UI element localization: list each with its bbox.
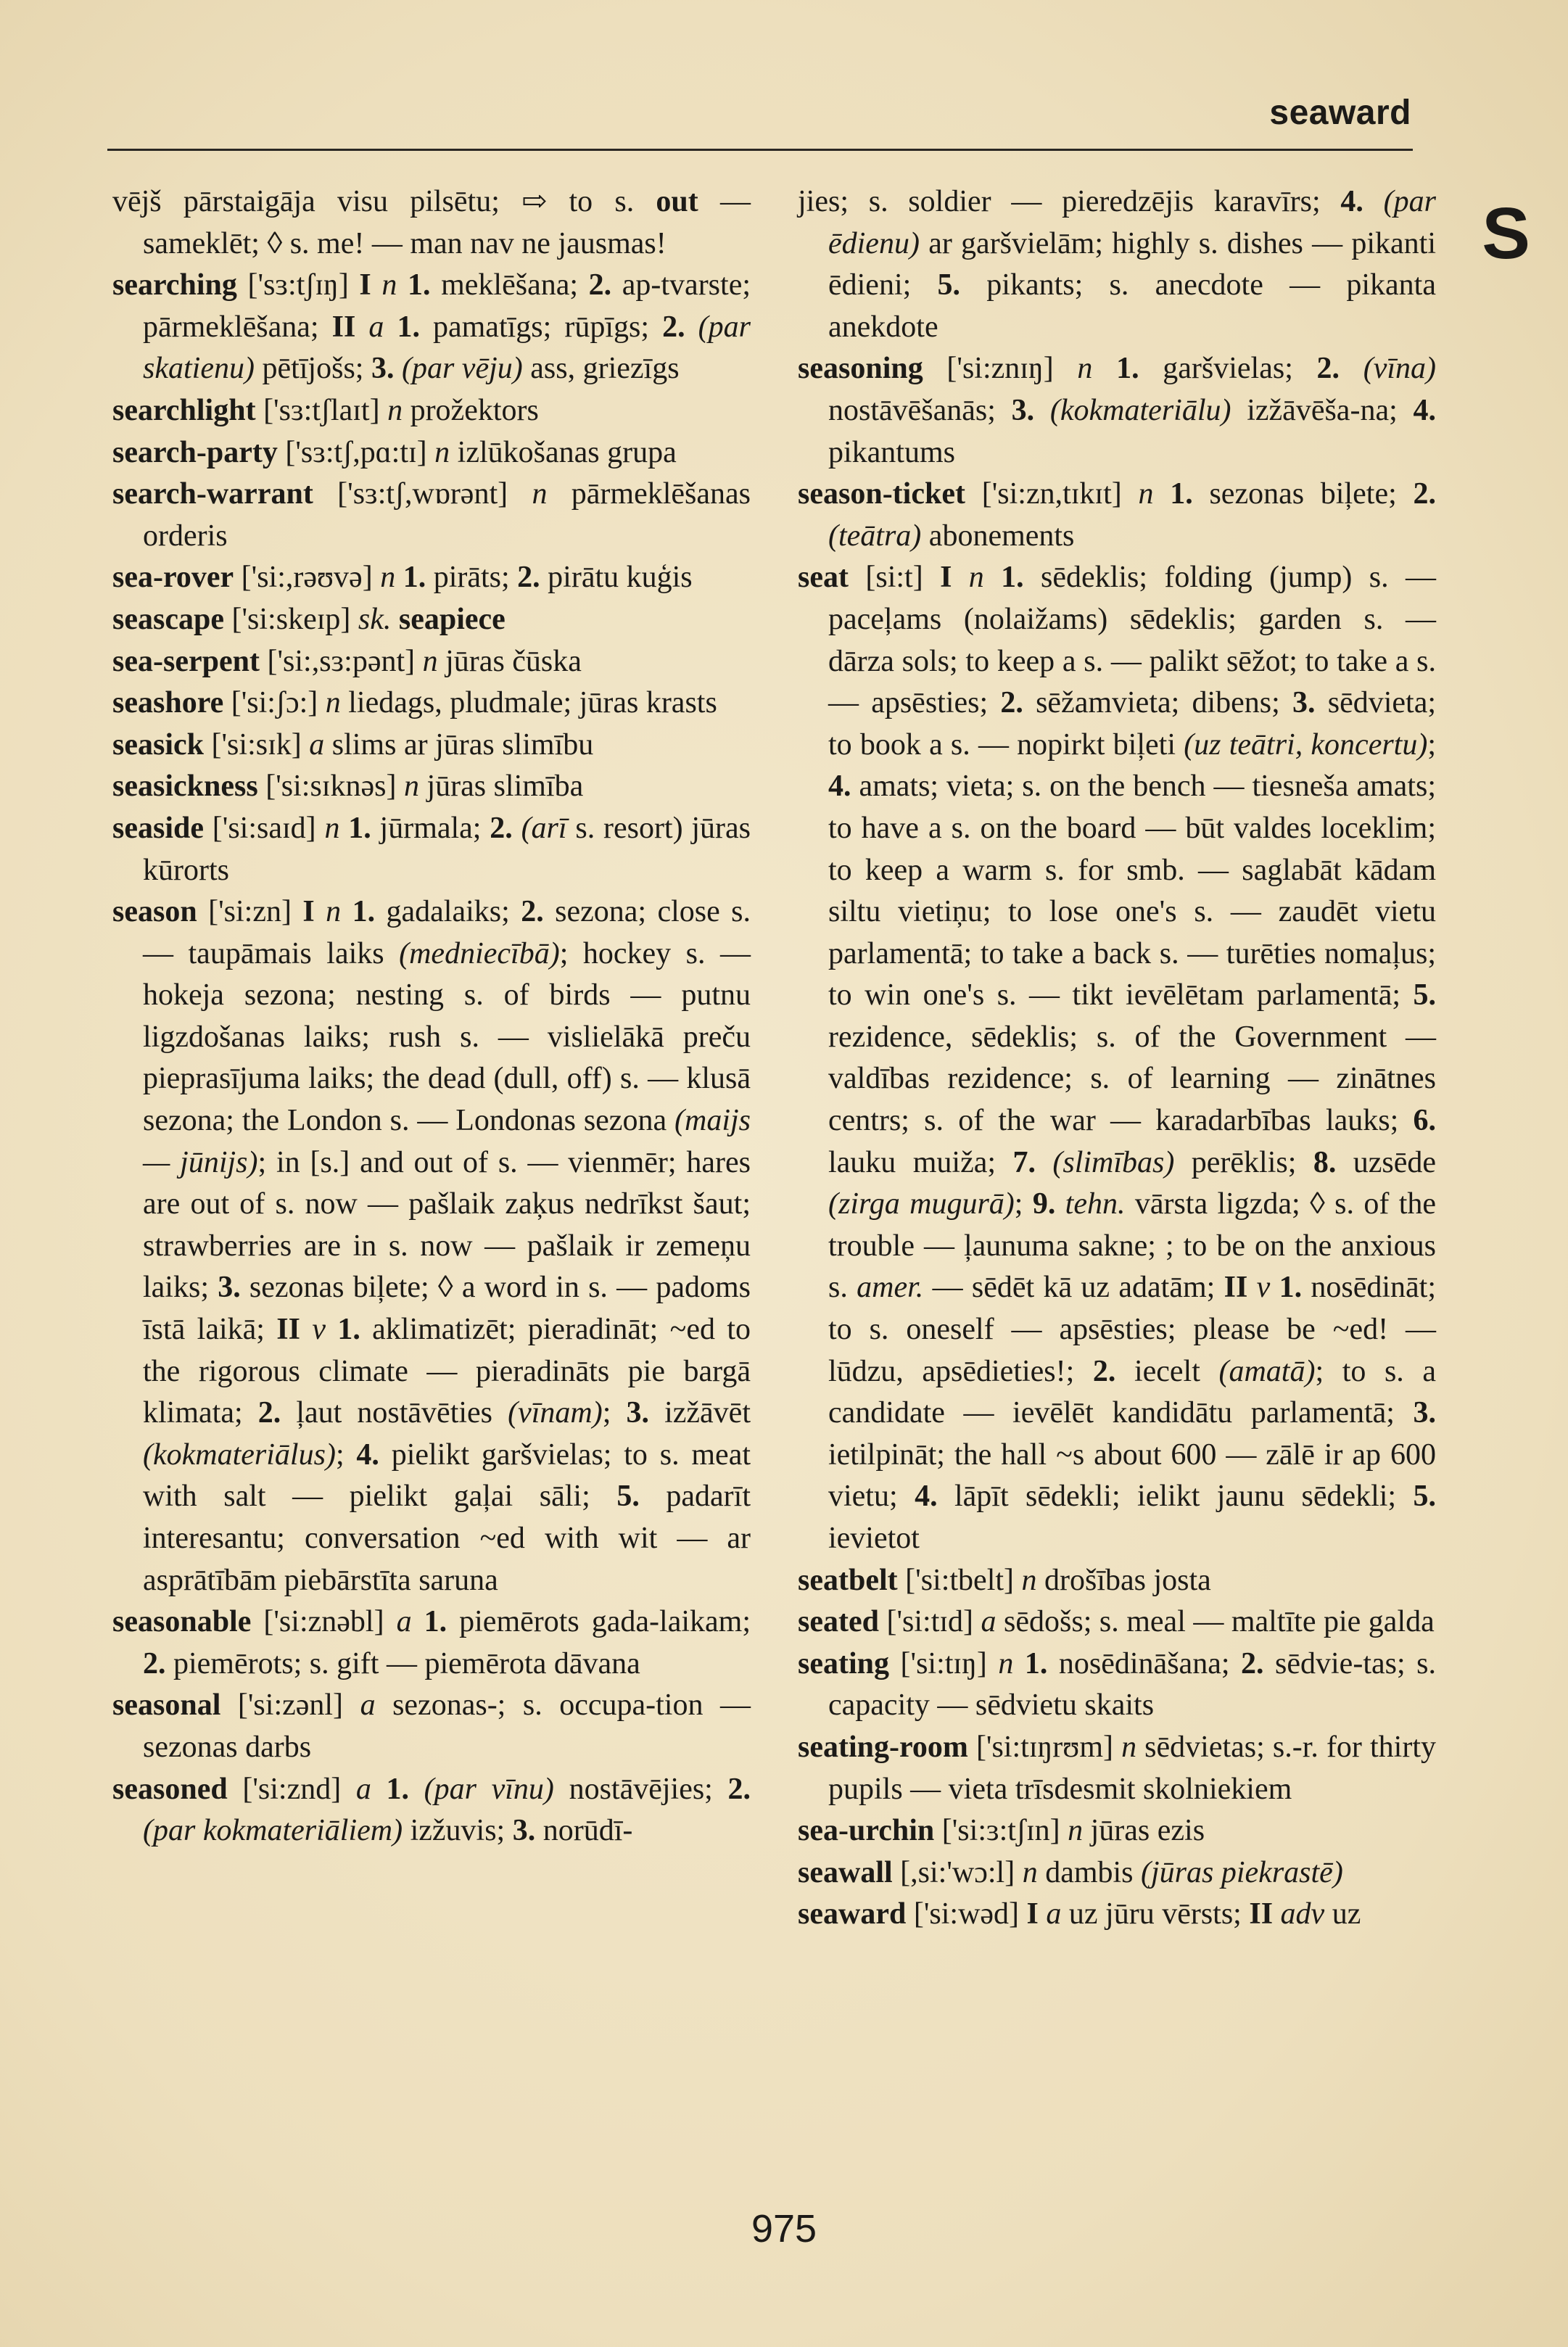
- entry-text: sēdeklis; folding (jump) s. — paceļams (nolaižams) sēdeklis; garden s. — dārza sols; to keep a s. — palikt sēžot; to take a s. — apsēsties;: [828, 561, 1436, 720]
- headword: seating: [798, 1646, 889, 1680]
- entry-text: (maijs — jūnijs): [143, 1104, 751, 1179]
- entry-text: 2.: [1413, 477, 1436, 511]
- entry-text: [1363, 185, 1384, 218]
- headword: sea-rover: [112, 561, 234, 595]
- entry-text: ['si:skeɪp]: [223, 602, 358, 636]
- entry-text: (kokmateriālus): [143, 1438, 336, 1472]
- entry-text: [1039, 1897, 1047, 1931]
- entry-text: nostāvējies;: [553, 1772, 728, 1806]
- entry-text: uz: [1324, 1897, 1361, 1931]
- entry-text: pielikt garšvielas; to s. meat with salt — pielikt gaļai sāli;: [143, 1438, 751, 1514]
- entry-text: [341, 895, 352, 928]
- headword: searching: [112, 268, 237, 302]
- headword: seaside: [112, 811, 204, 845]
- entry-text: iecelt: [1115, 1354, 1219, 1388]
- entry-text: n: [1077, 352, 1093, 386]
- entry-text: gadalaiks;: [375, 895, 521, 929]
- dictionary-entry: [112, 1685, 751, 1768]
- entry-text: pikants; s. anecdote — pikanta anekdote: [828, 268, 1436, 344]
- entry-text: meklēšana;: [430, 268, 589, 302]
- entry-text: [1034, 394, 1050, 427]
- entry-text: ['si:wəd]: [906, 1897, 1027, 1931]
- entry-text: II: [276, 1313, 300, 1347]
- entry-text: 2.: [490, 811, 513, 845]
- entry-text: 8.: [1313, 1145, 1337, 1179]
- entry-text: n: [968, 561, 984, 595]
- entry-text: perēklis;: [1174, 1145, 1313, 1179]
- entry-text: ['si:sɪk]: [204, 727, 310, 762]
- entry-text: [1270, 1271, 1279, 1304]
- entry-text: 2.: [143, 1646, 166, 1680]
- entry-text: II: [1224, 1271, 1248, 1305]
- entry-text: [391, 603, 399, 636]
- entry-text: n: [324, 811, 340, 845]
- entry-text: 7.: [1012, 1145, 1036, 1179]
- entry-text: ; to s. a candidate — ievēlēt kandidātu parlamentā;: [828, 1354, 1437, 1430]
- entry-text: (medniecībā): [399, 936, 560, 970]
- headword: search-party: [112, 435, 278, 469]
- entry-text: drošības josta: [1036, 1563, 1211, 1597]
- entry-text: v: [1256, 1271, 1271, 1305]
- entry-text: a: [396, 1605, 412, 1639]
- entry-text: (zirga mugurā): [828, 1187, 1015, 1221]
- entry-text: a: [355, 1772, 371, 1806]
- entry-text: [394, 352, 402, 385]
- entry-text: 2.: [662, 310, 685, 344]
- dictionary-entry: [798, 181, 1436, 348]
- dictionary-entry: [112, 599, 751, 641]
- entry-text: norūdī-: [535, 1814, 633, 1848]
- entry-text: [355, 310, 368, 344]
- entry-text: 2.: [257, 1396, 281, 1430]
- entry-text: 5.: [1413, 1480, 1437, 1514]
- entry-text: sezonas biļete;: [1192, 477, 1414, 511]
- entry-text: ;: [335, 1438, 357, 1472]
- entry-text: 5.: [937, 268, 961, 302]
- section-thumb-letter: S: [1482, 193, 1530, 274]
- entry-text: ; in [s.] and out of s. — vienmēr; hares are out of s. now — pašlaik zaķus nedrīkst šaut; strawberries are in s. now — pašlaik ir zemeņu laiks;: [143, 1145, 751, 1305]
- entry-text: 6.: [1413, 1104, 1436, 1138]
- dictionary-entry: [798, 1601, 1436, 1643]
- entry-text: pārmeklēšanas orderis: [143, 477, 751, 553]
- entry-text: (vīnam): [508, 1396, 603, 1430]
- entry-text: (vīna): [1363, 352, 1437, 386]
- entry-text: 1.: [352, 895, 376, 929]
- entry-text: ass, griezīgs: [522, 352, 680, 386]
- entry-text: 4.: [915, 1480, 938, 1514]
- dictionary-entry: [798, 1894, 1436, 1936]
- headword: seating-room: [798, 1730, 968, 1764]
- entry-text: padarīt interesantu; conversation ~ed with wit — ar asprātībām piebārstīta saruna: [143, 1480, 751, 1597]
- entry-text: 1.: [1024, 1646, 1048, 1680]
- entry-text: [1273, 1897, 1281, 1931]
- entry-text: ar garšvielām; highly s. dishes — pikanti ēdieni;: [828, 226, 1436, 302]
- entry-text: 1.: [397, 310, 420, 344]
- entry-text: jūras ezis: [1083, 1814, 1205, 1848]
- entry-text: seapiece: [398, 602, 506, 636]
- entry-text: 3.: [1011, 393, 1035, 427]
- left-column: [112, 181, 751, 1852]
- dictionary-entry: [798, 1560, 1436, 1602]
- entry-text: jies; s. soldier — pieredzējis karavīrs;: [798, 185, 1341, 218]
- entry-text: [397, 268, 408, 302]
- entry-text: ;: [1014, 1187, 1033, 1221]
- dictionary-entry: [112, 808, 751, 891]
- entry-text: ['si:tbelt]: [897, 1563, 1022, 1597]
- entry-text: ['si:znɪŋ]: [923, 352, 1078, 386]
- entry-text: 4.: [1413, 393, 1436, 427]
- entry-text: [1247, 1271, 1256, 1304]
- entry-text: (amatā): [1218, 1354, 1316, 1388]
- entry-text: jūras slimība: [418, 770, 584, 804]
- entry-text: n: [1068, 1814, 1084, 1848]
- entry-text: liedags, pludmale; jūras krasts: [340, 686, 717, 720]
- entry-text: (arī: [521, 811, 567, 845]
- entry-text: nosēdināt; to s. oneself — apsēsties; please be ~ed! — lūdzu, apsēdieties!;: [828, 1271, 1436, 1388]
- dictionary-entry: [798, 474, 1436, 557]
- entry-text: 1.: [1170, 477, 1193, 511]
- entry-text: tehn.: [1065, 1187, 1126, 1221]
- entry-text: 2.: [1092, 1354, 1116, 1388]
- entry-text: ļaut nostāvēties: [281, 1396, 508, 1430]
- entry-text: I: [940, 561, 952, 595]
- entry-text: ['si:ɜ:tʃɪn]: [934, 1814, 1068, 1848]
- dictionary-entry: [112, 891, 751, 1601]
- entry-text: [300, 1313, 312, 1346]
- entry-text: [685, 310, 698, 344]
- entry-text: dambis: [1037, 1855, 1142, 1889]
- entry-text: izlūkošanas grupa: [450, 435, 677, 469]
- entry-text: ['si:,sɜ:pənt]: [259, 644, 423, 678]
- entry-text: sezona; close s. — taupāmais laiks: [143, 895, 751, 970]
- dictionary-entry: [112, 1769, 751, 1852]
- entry-text: ['si:zn,tɪkɪt]: [965, 477, 1139, 511]
- entry-text: ['si:znd]: [227, 1772, 356, 1806]
- dictionary-entry: [112, 682, 751, 725]
- entry-text: jūrmala;: [371, 811, 490, 845]
- entry-text: I: [1026, 1897, 1039, 1931]
- entry-text: sēžamvieta; dibens;: [1023, 686, 1293, 720]
- entry-text: 2.: [1241, 1646, 1264, 1680]
- entry-text: 1.: [1279, 1271, 1303, 1305]
- entry-text: sezonas biļete; ◊ a word in s. — padoms īstā laikā;: [143, 1271, 751, 1347]
- headword: searchlight: [112, 393, 256, 427]
- entry-text: ['sɜ:tʃ,pɑ:tɪ]: [277, 435, 435, 469]
- headword: seatbelt: [798, 1563, 898, 1597]
- entry-text: 2.: [517, 561, 540, 595]
- entry-text: [371, 268, 382, 302]
- entry-text: [1153, 477, 1170, 511]
- entry-text: — sameklēt; ◊ s. me! — man nav ne jausmas!: [143, 185, 751, 260]
- entry-text: ['sɜ:tʃlaɪt]: [255, 393, 388, 427]
- entry-text: n: [434, 435, 450, 469]
- entry-text: 3.: [218, 1271, 241, 1305]
- entry-text: a: [360, 1688, 376, 1723]
- entry-text: [326, 1313, 337, 1346]
- entry-text: prožektors: [403, 393, 539, 427]
- entry-text: 1.: [1001, 561, 1024, 595]
- entry-text: n: [403, 770, 419, 804]
- entry-text: n: [1021, 1563, 1037, 1597]
- entry-text: 5.: [1413, 978, 1436, 1012]
- headword: seasonable: [112, 1605, 252, 1639]
- entry-text: ;: [1427, 727, 1437, 762]
- entry-text: II: [1249, 1897, 1274, 1931]
- entry-text: vējš pārstaigāja visu pilsētu; ⇨ to s.: [112, 185, 656, 218]
- headword: sea-urchin: [798, 1814, 935, 1848]
- entry-text: ;: [602, 1396, 627, 1430]
- entry-text: (par vēju): [401, 352, 523, 386]
- dictionary-entry: [798, 1643, 1436, 1727]
- entry-text: sēdvieta; to book a s. — nopirkt biļeti: [828, 686, 1437, 762]
- entry-text: [395, 561, 403, 594]
- entry-text: ievietot: [828, 1522, 920, 1555]
- entry-text: (slimības): [1052, 1145, 1175, 1179]
- entry-text: [513, 812, 521, 845]
- entry-text: 3.: [371, 352, 395, 386]
- entry-text: pirāts;: [426, 561, 518, 595]
- entry-text: 1.: [386, 1772, 409, 1806]
- entry-text: pamatīgs; rūpīgs;: [419, 310, 663, 344]
- entry-text: slims ar jūras slimību: [324, 727, 594, 762]
- dictionary-entry: [112, 557, 751, 599]
- entry-text: 2.: [1316, 352, 1340, 386]
- entry-text: [,si:'wɔ:l]: [892, 1855, 1023, 1889]
- entry-text: sēdošs; s. meal — maltīte pie galda: [996, 1605, 1435, 1639]
- entry-text: 1.: [348, 811, 371, 845]
- entry-text: 1.: [337, 1313, 360, 1347]
- headword: season: [112, 895, 197, 929]
- entry-text: [984, 561, 1001, 594]
- right-column: [798, 181, 1436, 1936]
- entry-text: 2.: [588, 268, 612, 302]
- entry-text: sezonas-; s. occupa-tion — sezonas darbs: [143, 1688, 751, 1764]
- headword: seasonal: [112, 1688, 221, 1723]
- entry-text: ['sɜ:tʃɪŋ]: [236, 268, 360, 302]
- entry-text: [1036, 1146, 1052, 1179]
- entry-text: 1.: [1116, 352, 1139, 386]
- entry-text: 4.: [1340, 185, 1363, 218]
- entry-text: nosēdināšana;: [1047, 1646, 1242, 1680]
- entry-text: (par ēdienu): [828, 185, 1437, 260]
- entry-text: rezidence, sēdeklis; s. of the Government — valdības rezidence; s. of learning — zinātnes centrs; s. of the war — karadarbības lauks;: [828, 1020, 1436, 1138]
- entry-text: n: [387, 393, 403, 427]
- dictionary-entry: [112, 181, 751, 265]
- entry-text: izžuvis;: [403, 1814, 513, 1848]
- entry-text: n: [422, 644, 438, 678]
- dictionary-entry: [798, 557, 1436, 1559]
- page-number: 975: [751, 2207, 817, 2251]
- entry-text: uz jūru vērsts;: [1061, 1897, 1250, 1931]
- entry-text: pirātu kuģis: [540, 561, 693, 595]
- entry-text: ; hockey s. — hokeja sezona; nesting s. of birds — putnu ligzdošanas laiks; rush s. — vislielākā preču pieprasījuma laiks; the dead (dull, off) s. — klusā sezona; the London s. — Londonas sezona: [143, 936, 751, 1138]
- entry-text: II: [331, 310, 356, 344]
- entry-text: — sēdēt kā uz adatām;: [923, 1271, 1224, 1305]
- entry-text: I: [302, 895, 315, 929]
- entry-text: vārsta ligzda; ◊ s. of the trouble — ļaunuma sakne; ; to be on the anxious s.: [828, 1187, 1436, 1305]
- entry-text: ['si:tɪŋ]: [889, 1646, 999, 1680]
- dictionary-entry: [112, 474, 751, 557]
- headword: seated: [798, 1605, 879, 1639]
- entry-text: ['si:saɪd]: [204, 811, 325, 845]
- entry-text: [409, 1773, 424, 1806]
- headword: season-ticket: [798, 477, 965, 511]
- entry-text: ['si:tɪd]: [878, 1605, 981, 1639]
- entry-text: 2.: [727, 1772, 751, 1806]
- headword: search-warrant: [112, 477, 313, 511]
- entry-text: 2.: [521, 895, 544, 929]
- entry-text: [315, 895, 326, 928]
- dictionary-entry: [112, 432, 751, 474]
- entry-text: (jūras piekrastē): [1141, 1855, 1343, 1889]
- entry-text: n: [325, 686, 341, 720]
- headword: seashore: [112, 686, 224, 720]
- entry-text: piemērots gada-laikam;: [447, 1605, 751, 1639]
- entry-text: amats; vieta; s. on the bench — tiesneša amats; to have a s. on the board — būt valdes loceklim; to keep a warm s. for smb. — saglabāt kādam siltu vietiņu; to lose one's s. — zaudēt vietu parlamentā; to take a back s. — turēties nomaļus; to win one's s. — tikt ievēlētam parlamentā;: [828, 770, 1436, 1012]
- headword: seawall: [798, 1855, 893, 1889]
- headword: seaward: [798, 1897, 907, 1931]
- dictionary-entry: [798, 348, 1436, 474]
- entry-text: [si:t]: [848, 561, 941, 595]
- entry-text: ietilpināt; the hall ~s about 600 — zālē ir ap 600 vietu;: [828, 1438, 1436, 1514]
- entry-text: ['si:,rəʊvə]: [234, 561, 381, 595]
- entry-text: (par vīnu): [424, 1772, 554, 1806]
- entry-text: ['si:sɪknəs]: [257, 770, 404, 804]
- entry-text: [412, 1605, 424, 1638]
- headword: sea-serpent: [112, 644, 260, 678]
- entry-text: [1013, 1647, 1025, 1680]
- entry-text: n: [326, 895, 342, 929]
- entry-text: 1.: [408, 268, 431, 302]
- entry-text: ap-tvarste; pārmeklēšana;: [143, 268, 751, 344]
- entry-text: 3.: [1292, 686, 1316, 720]
- headword: seascape: [112, 602, 224, 636]
- entry-text: 4.: [356, 1438, 379, 1472]
- entry-text: 3.: [512, 1814, 536, 1848]
- entry-text: n: [1138, 477, 1154, 511]
- entry-text: ['sɜ:tʃ,wɒrənt]: [313, 477, 532, 511]
- entry-text: [1340, 352, 1363, 385]
- entry-text: 1.: [403, 561, 426, 595]
- entry-text: lauku muiža;: [828, 1145, 1013, 1179]
- entry-text: (par skatienu): [143, 310, 751, 386]
- entry-text: a: [1046, 1897, 1062, 1931]
- entry-text: ['si:ʃɔ:]: [223, 686, 326, 720]
- headword: seasoning: [798, 352, 923, 386]
- entry-text: abonements: [921, 519, 1075, 553]
- entry-text: izžāvēša-na;: [1231, 393, 1414, 427]
- entry-text: [1055, 1187, 1065, 1221]
- entry-text: n: [1121, 1730, 1137, 1764]
- headword: seat: [798, 561, 849, 595]
- entry-text: out: [656, 185, 698, 218]
- entry-text: 9.: [1032, 1187, 1056, 1221]
- entry-text: a: [981, 1605, 996, 1639]
- entry-text: 4.: [828, 770, 851, 804]
- entry-text: lāpīt sēdekli; ielikt jaunu sēdekli;: [937, 1480, 1414, 1514]
- entry-text: n: [380, 561, 396, 595]
- entry-text: v: [312, 1313, 326, 1347]
- entry-text: [339, 812, 348, 845]
- entry-text: n: [381, 268, 397, 302]
- entry-text: I: [359, 268, 371, 302]
- entry-text: ['si:tɪŋrʊm]: [967, 1730, 1122, 1764]
- dictionary-entry: [112, 1601, 751, 1685]
- entry-text: sēdvietas; s.-r. for thirty pupils — vieta trīsdesmit skolniekiem: [828, 1730, 1436, 1806]
- header-rule: [107, 149, 1413, 151]
- headword: seasoned: [112, 1772, 228, 1806]
- entry-text: uzsēde: [1336, 1145, 1436, 1179]
- running-head: seaward: [1269, 94, 1411, 132]
- entry-text: 2.: [1000, 686, 1023, 720]
- entry-text: (uz teātri, koncertu): [1184, 727, 1428, 762]
- headword: seasick: [112, 727, 204, 762]
- entry-text: sēdvie-tas; s. capacity — sēdvietu skaits: [828, 1646, 1436, 1723]
- entry-text: garšvielas;: [1139, 352, 1317, 386]
- entry-text: 3.: [1413, 1396, 1436, 1430]
- entry-text: sk.: [358, 602, 392, 636]
- dictionary-entry: [112, 725, 751, 767]
- entry-text: 1.: [424, 1605, 447, 1639]
- dictionary-entry: [798, 1810, 1436, 1852]
- dictionary-entry: [798, 1852, 1436, 1894]
- entry-text: adv: [1280, 1897, 1325, 1931]
- headword: seasickness: [112, 770, 258, 804]
- entry-text: izžāvēt: [649, 1396, 751, 1430]
- dictionary-entry: [112, 390, 751, 432]
- entry-text: ['si:znəbl]: [251, 1605, 397, 1639]
- entry-text: 5.: [616, 1480, 640, 1514]
- entry-text: a: [368, 310, 384, 344]
- entry-text: amer.: [857, 1271, 924, 1305]
- entry-text: n: [532, 477, 548, 511]
- entry-text: n: [1022, 1855, 1038, 1889]
- entry-text: [952, 561, 968, 594]
- dictionary-entry: [112, 766, 751, 808]
- entry-text: [384, 310, 397, 344]
- entry-text: a: [309, 727, 325, 762]
- entry-text: pētījošs;: [254, 352, 371, 386]
- entry-text: n: [998, 1646, 1014, 1680]
- dictionary-entry: [112, 641, 751, 683]
- entry-text: jūras čūska: [437, 644, 582, 678]
- entry-text: [371, 1773, 387, 1806]
- entry-text: aklimatizēt; pieradināt; ~ed to the rigorous climate — pieradināts pie bargā klimata;: [143, 1313, 751, 1430]
- entry-text: 3.: [626, 1396, 649, 1430]
- dictionary-entry: [112, 265, 751, 390]
- entry-text: [1092, 352, 1116, 385]
- entry-text: piemērots; s. gift — piemērota dāvana: [165, 1646, 640, 1680]
- entry-text: pikantums: [828, 435, 955, 469]
- entry-text: (kokmateriālu): [1049, 393, 1231, 427]
- entry-text: (par kokmateriāliem): [143, 1814, 403, 1848]
- entry-text: nostāvēšanās;: [828, 393, 1012, 427]
- entry-text: (teātra): [828, 519, 922, 553]
- entry-text: ['si:zənl]: [220, 1688, 360, 1723]
- entry-text: ['si:zn]: [197, 895, 303, 929]
- entry-text: s. resort) jūras kūrorts: [143, 811, 751, 887]
- dictionary-entry: [798, 1727, 1436, 1810]
